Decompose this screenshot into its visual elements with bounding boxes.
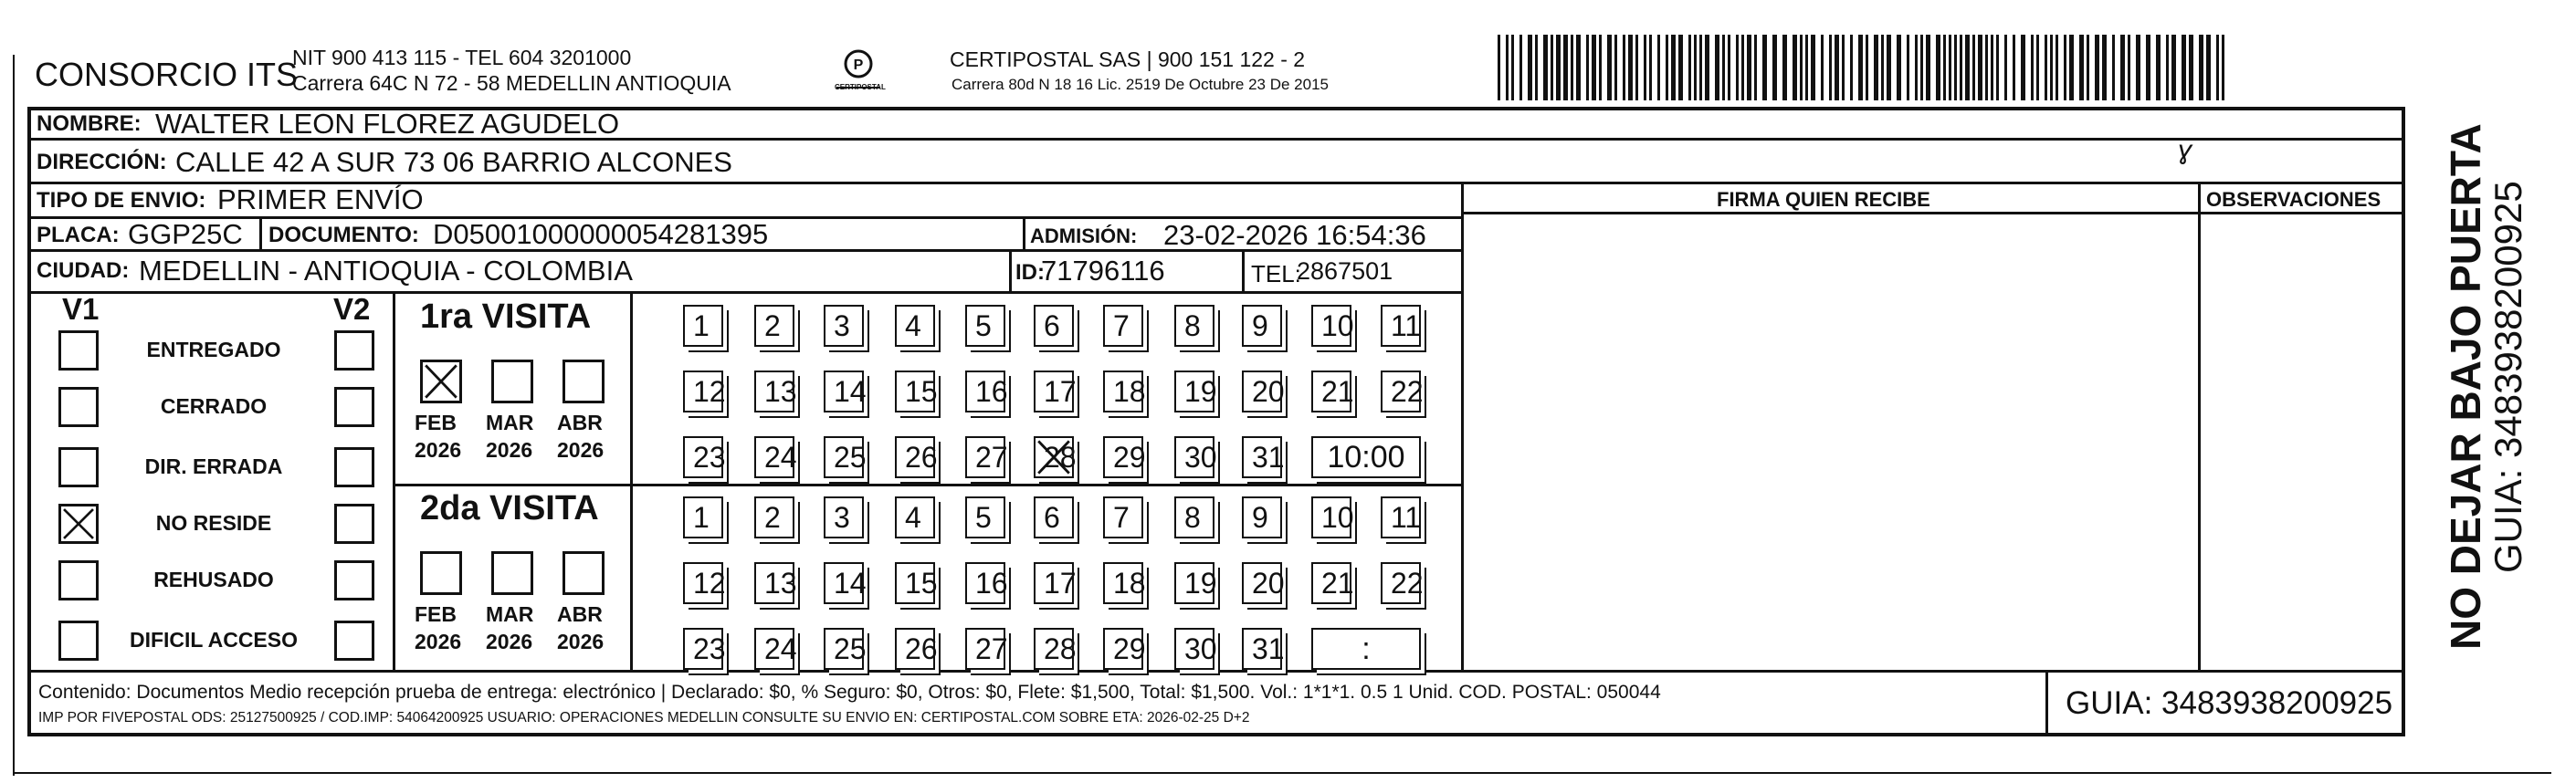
status-label: NO RESIDE bbox=[155, 511, 272, 535]
day-box: 24 bbox=[754, 628, 794, 670]
placa-label: PLACA: bbox=[37, 223, 120, 247]
firma-label: FIRMA QUIEN RECIBE bbox=[1717, 188, 1930, 211]
day-box: 7 bbox=[1103, 305, 1143, 347]
month-label: FEB bbox=[415, 411, 457, 434]
month-checkbox[interactable] bbox=[563, 360, 605, 403]
footer-contenido: Contenido: Documentos Medio recepción prueba de entrega: electrónico | Declarado: $0, % Seguro: $0, Otros: $0, Flete: $1,500, Total: $1,500. Vol.: 1*1*1. 0.5 1 Unid. COD. POSTAL: 050044 bbox=[38, 682, 1661, 703]
day-box: 17 bbox=[1034, 562, 1074, 604]
day-box: 2 bbox=[754, 305, 794, 347]
check-x-icon bbox=[1036, 438, 1072, 476]
day-box: 29 bbox=[1103, 436, 1143, 478]
year-label: 2026 bbox=[557, 438, 605, 462]
v1-label: V1 bbox=[62, 292, 100, 326]
day-box: 15 bbox=[895, 371, 935, 412]
page-edge-bottom bbox=[13, 772, 2551, 774]
id-value: 71796116 bbox=[1041, 255, 1165, 287]
day-box: 26 bbox=[895, 628, 935, 670]
day-box: 15 bbox=[895, 562, 935, 604]
visit-title: 1ra VISITA bbox=[420, 298, 592, 336]
day-box: 27 bbox=[965, 436, 1005, 478]
side-guia: GUIA: 3483938200925 bbox=[2487, 181, 2529, 573]
year-label: 2026 bbox=[415, 630, 462, 653]
day-box: 22 bbox=[1381, 562, 1421, 604]
year-label: 2026 bbox=[557, 630, 605, 653]
company-name: CONSORCIO ITS bbox=[35, 56, 299, 93]
day-box: 10 bbox=[1311, 496, 1351, 538]
day-box: 18 bbox=[1103, 562, 1143, 604]
month-checkbox[interactable] bbox=[491, 360, 533, 403]
day-box: 4 bbox=[895, 496, 935, 538]
day-box: 24 bbox=[754, 436, 794, 478]
day-box: 12 bbox=[683, 562, 723, 604]
check-x-icon bbox=[423, 362, 459, 401]
status-label: ENTREGADO bbox=[146, 338, 281, 361]
day-box: 25 bbox=[824, 628, 864, 670]
ciudad-value: MEDELLIN - ANTIOQUIA - COLOMBIA bbox=[139, 255, 633, 287]
placa-value: GGP25C bbox=[128, 218, 243, 250]
day-box: 28 bbox=[1034, 628, 1074, 670]
year-label: 2026 bbox=[415, 438, 462, 462]
day-box: 19 bbox=[1174, 371, 1214, 412]
day-box: 17 bbox=[1034, 371, 1074, 412]
visit-title: 2da VISITA bbox=[420, 489, 599, 527]
admision-value: 23-02-2026 16:54:36 bbox=[1163, 219, 1426, 251]
day-box: 12 bbox=[683, 371, 723, 412]
time-box: : bbox=[1311, 628, 1421, 670]
day-box: 1 bbox=[683, 496, 723, 538]
month-checkbox[interactable] bbox=[491, 551, 533, 595]
day-box: 6 bbox=[1034, 496, 1074, 538]
day-box: 16 bbox=[965, 371, 1005, 412]
day-box: 31 bbox=[1242, 628, 1282, 670]
day-box: 1 bbox=[683, 305, 723, 347]
day-box: 23 bbox=[683, 628, 723, 670]
documento-label: DOCUMENTO: bbox=[268, 223, 419, 247]
direccion-value: CALLE 42 A SUR 73 06 BARRIO ALCONES bbox=[175, 146, 732, 178]
day-box: 13 bbox=[754, 562, 794, 604]
month-checkbox[interactable] bbox=[420, 551, 462, 595]
day-box: 14 bbox=[824, 371, 864, 412]
side-warning: NO DEJAR BAJO PUERTA bbox=[2442, 123, 2489, 650]
id-label: ID: bbox=[1015, 260, 1045, 285]
day-box: 20 bbox=[1242, 562, 1282, 604]
day-box: 28 bbox=[1034, 436, 1074, 478]
day-box: 22 bbox=[1381, 371, 1421, 412]
day-box: 10 bbox=[1311, 305, 1351, 347]
tipo-envio-label: TIPO DE ENVIO: bbox=[37, 188, 206, 213]
day-box: 6 bbox=[1034, 305, 1074, 347]
nombre-value: WALTER LEON FLOREZ AGUDELO bbox=[155, 108, 620, 140]
tel-value: 2867501 bbox=[1297, 257, 1393, 285]
v2-label: V2 bbox=[333, 292, 371, 326]
day-box: 16 bbox=[965, 562, 1005, 604]
documento-value: D05001000000054281395 bbox=[433, 218, 769, 250]
tel-label: TEL: bbox=[1251, 260, 1301, 287]
day-box: 11 bbox=[1381, 305, 1421, 347]
day-box: 26 bbox=[895, 436, 935, 478]
day-box: 23 bbox=[683, 436, 723, 478]
year-label: 2026 bbox=[486, 630, 533, 653]
page-edge-left bbox=[13, 55, 15, 776]
status-label: DIFICIL ACCESO bbox=[129, 628, 298, 652]
month-label: FEB bbox=[415, 602, 457, 626]
logo-caption: CERTIPOSTAL bbox=[835, 83, 886, 91]
day-box: 5 bbox=[965, 496, 1005, 538]
day-box: 5 bbox=[965, 305, 1005, 347]
month-label: MAR bbox=[486, 411, 534, 434]
company-address: Carrera 64C N 72 - 58 MEDELLIN ANTIOQUIA bbox=[292, 71, 731, 95]
day-box: 3 bbox=[824, 305, 864, 347]
day-box: 21 bbox=[1311, 371, 1351, 412]
company-nit: NIT 900 413 115 - TEL 604 3201000 bbox=[292, 46, 632, 69]
day-box: 25 bbox=[824, 436, 864, 478]
handwritten-mark: ɣ bbox=[2178, 135, 2192, 165]
ciudad-label: CIUDAD: bbox=[37, 258, 130, 283]
barcode bbox=[1498, 35, 2228, 100]
day-box: 19 bbox=[1174, 562, 1214, 604]
observaciones-label: OBSERVACIONES bbox=[2206, 188, 2381, 211]
day-box: 27 bbox=[965, 628, 1005, 670]
day-box: 29 bbox=[1103, 628, 1143, 670]
day-box: 9 bbox=[1242, 305, 1282, 347]
day-box: 20 bbox=[1242, 371, 1282, 412]
day-box: 13 bbox=[754, 371, 794, 412]
day-box: 8 bbox=[1174, 305, 1214, 347]
day-box: 21 bbox=[1311, 562, 1351, 604]
day-box: 30 bbox=[1174, 436, 1214, 478]
day-box: 14 bbox=[824, 562, 864, 604]
admision-label: ADMISIÓN: bbox=[1030, 224, 1138, 247]
month-checkbox[interactable] bbox=[563, 551, 605, 595]
day-box: 4 bbox=[895, 305, 935, 347]
month-label: MAR bbox=[486, 602, 534, 626]
day-box: 31 bbox=[1242, 436, 1282, 478]
day-box: 3 bbox=[824, 496, 864, 538]
day-box: 11 bbox=[1381, 496, 1421, 538]
nombre-label: NOMBRE: bbox=[37, 111, 142, 136]
status-label: CERRADO bbox=[160, 394, 268, 418]
svg-text:P: P bbox=[853, 57, 864, 73]
footer-imp: IMP POR FIVEPOSTAL ODS: 25127500925 / COD.IMP: 54064200925 USUARIO: OPERACIONES MEDELLIN CONSULTE SU ENVIO EN: CERTIPOSTAL.COM SOBRE ETA: 2026-02-25 D+2 bbox=[38, 710, 1250, 726]
carrier-license: Carrera 80d N 18 16 Lic. 2519 De Octubre 23 De 2015 bbox=[952, 76, 1329, 93]
tipo-envio-value: PRIMER ENVÍO bbox=[217, 183, 424, 215]
direccion-label: DIRECCIÓN: bbox=[37, 150, 167, 174]
month-label: ABR bbox=[557, 411, 603, 434]
month-checkbox[interactable] bbox=[420, 360, 462, 403]
footer-guia: GUIA: 3483938200925 bbox=[2066, 685, 2393, 721]
day-box: 9 bbox=[1242, 496, 1282, 538]
time-box: 10:00 bbox=[1311, 436, 1421, 478]
month-label: ABR bbox=[557, 602, 603, 626]
day-box: 30 bbox=[1174, 628, 1214, 670]
status-label: DIR. ERRADA bbox=[144, 454, 283, 478]
day-box: 2 bbox=[754, 496, 794, 538]
carrier-name: CERTIPOSTAL SAS | 900 151 122 - 2 bbox=[950, 47, 1306, 71]
day-box: 18 bbox=[1103, 371, 1143, 412]
day-box: 7 bbox=[1103, 496, 1143, 538]
year-label: 2026 bbox=[486, 438, 533, 462]
day-box: 8 bbox=[1174, 496, 1214, 538]
status-label: REHUSADO bbox=[153, 568, 274, 591]
